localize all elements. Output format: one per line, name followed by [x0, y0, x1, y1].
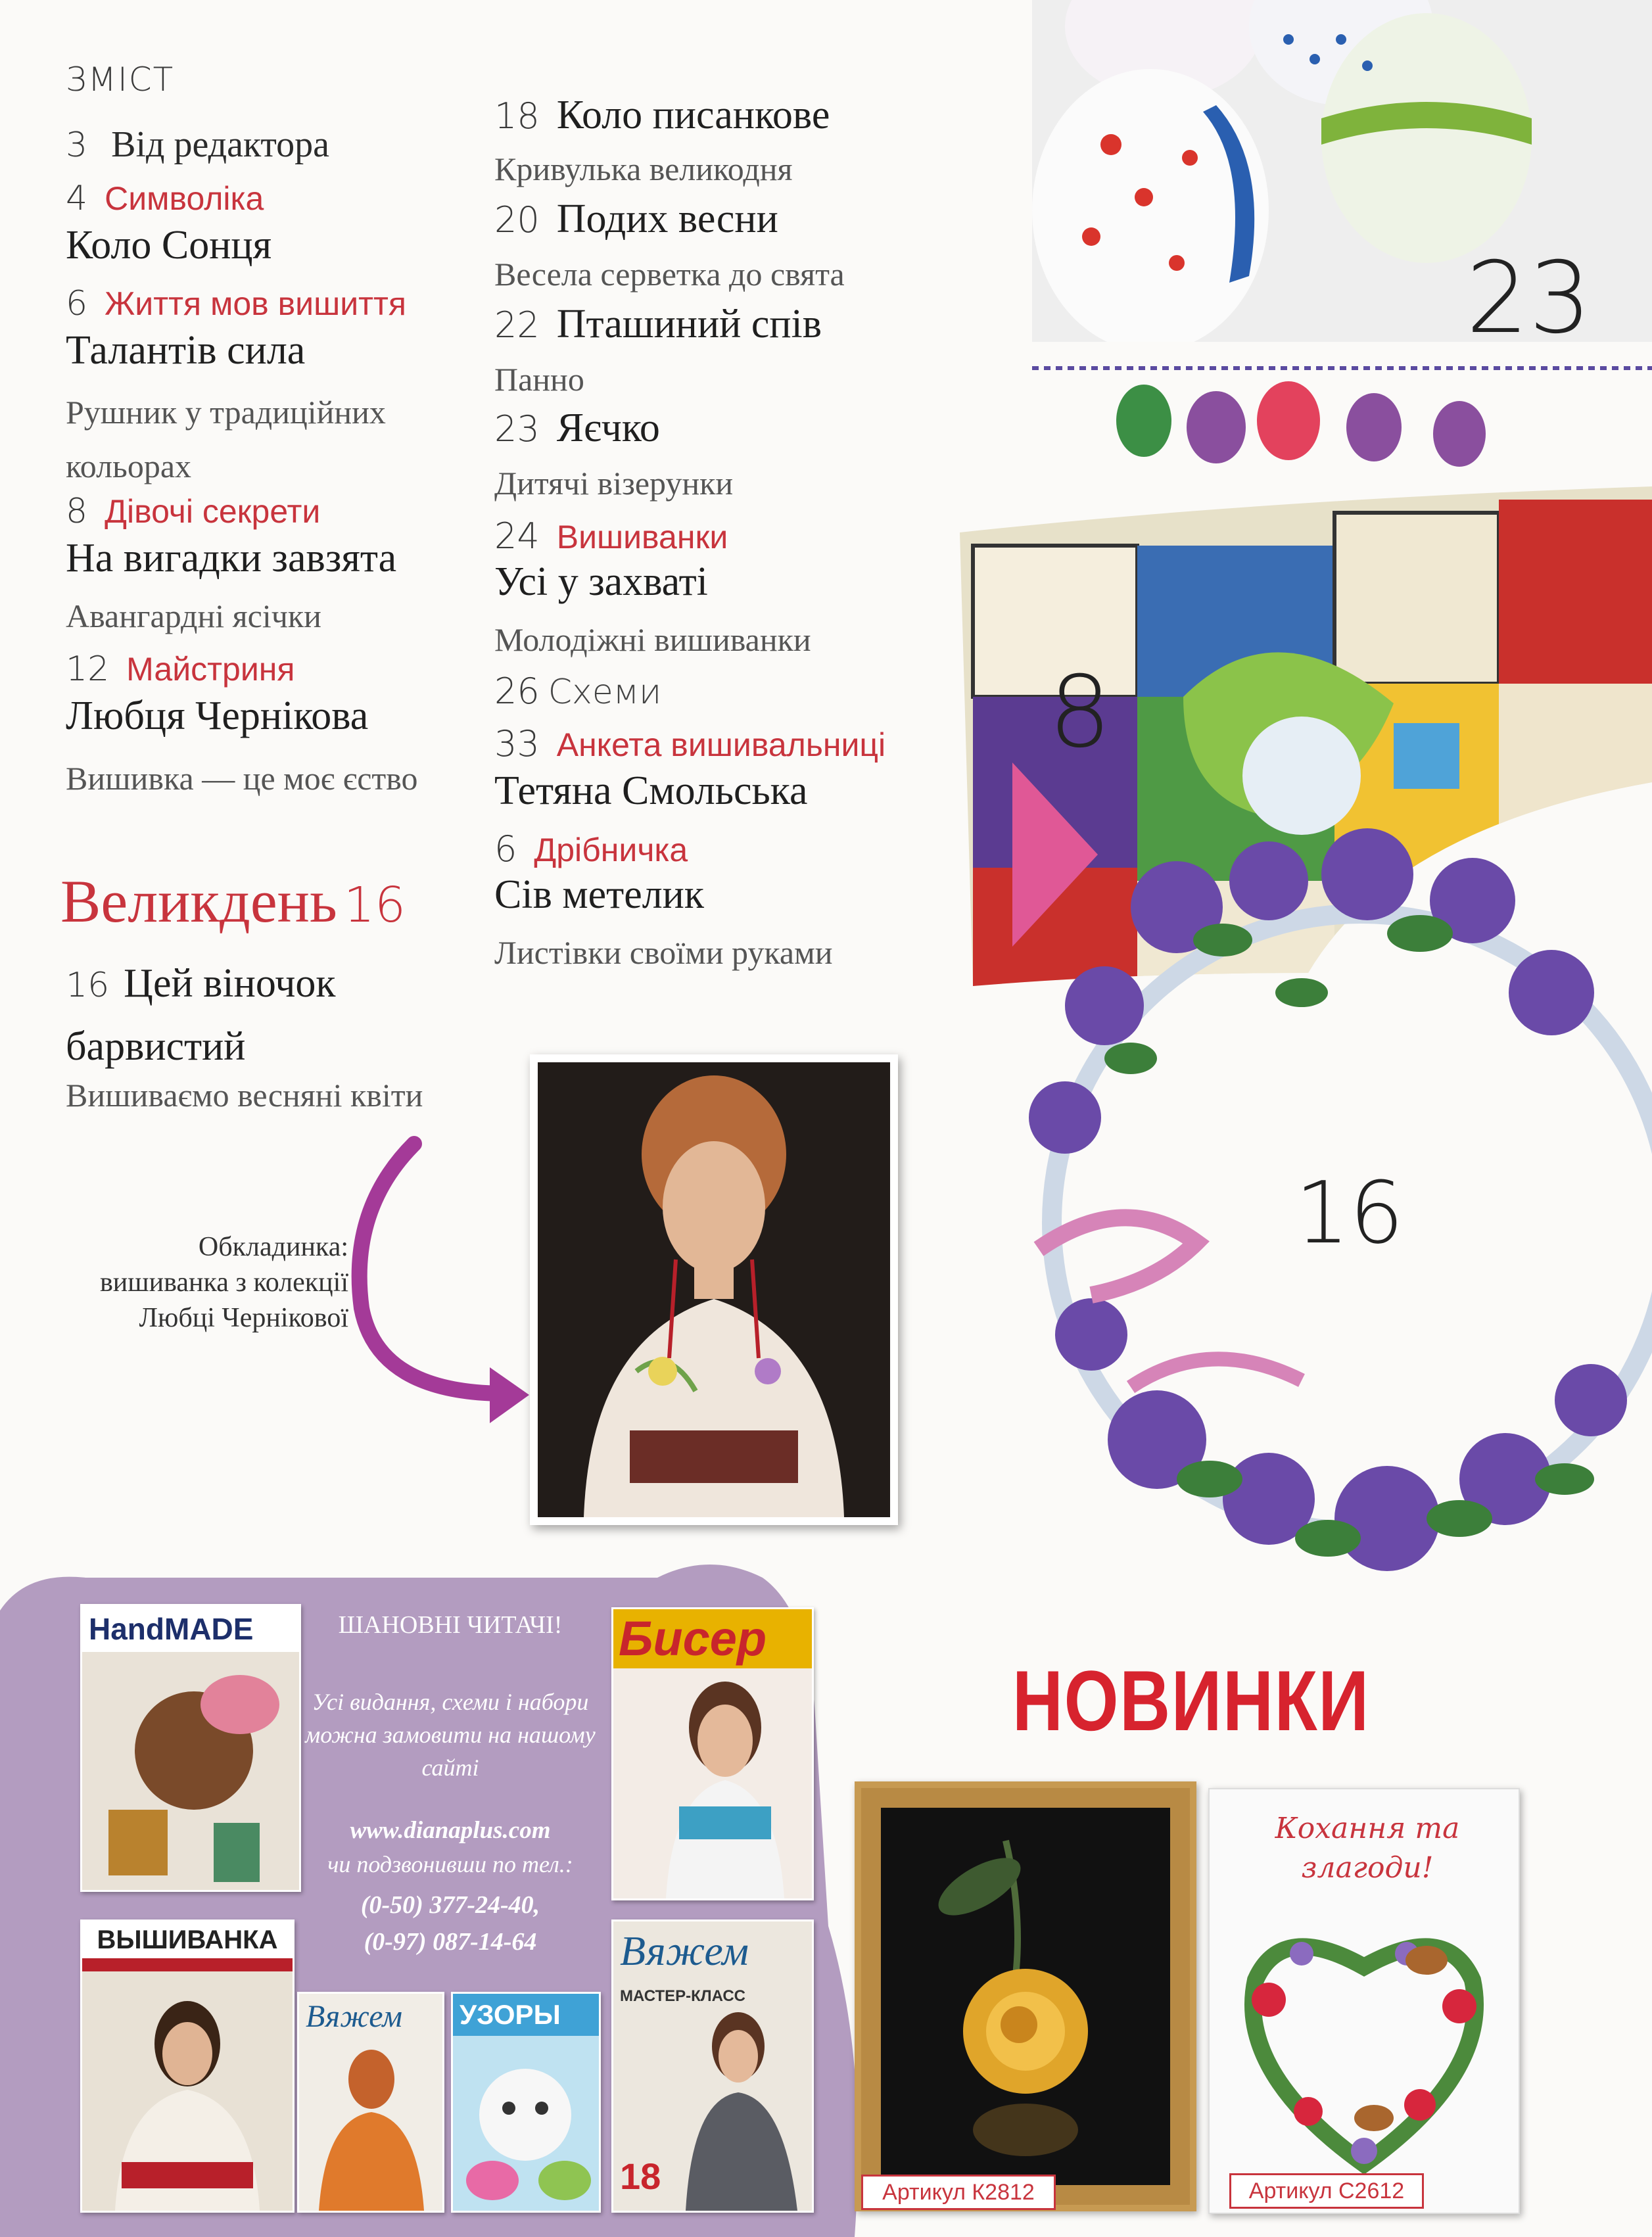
magazine-biser[interactable] [611, 1607, 814, 1900]
toc-page-number: 3 [66, 126, 88, 165]
toc-title: Яєчко [556, 406, 660, 450]
magazine-cover-art [82, 1958, 293, 2211]
toc-item-26[interactable] [494, 671, 661, 712]
wreath-heart-artwork [1210, 1901, 1519, 2177]
section-page-number: 16 [343, 877, 406, 933]
promo-phone-intro: чи подзвонивши по тел.: [327, 1851, 573, 1877]
toc-rubric: Анкета вишивальниці [556, 726, 886, 763]
toc-rubric: Символіка [105, 180, 264, 217]
toc-page-number: 16 [66, 966, 110, 1005]
easter-eggs-photo [1032, 0, 1652, 480]
toc-page-number: 12 [66, 649, 110, 689]
toc-title[interactable]: Тетяна Смольська [494, 768, 808, 813]
toc-title: Пташиний спів [556, 302, 822, 346]
page-ref-mosaic: 8 [1049, 655, 1112, 770]
magazine-vyazhem-small[interactable] [297, 1992, 444, 2213]
toc-title[interactable]: На вигадки завзята [66, 536, 397, 580]
magazine-count: 18 [620, 2155, 661, 2197]
toc-page-number: 6 [66, 284, 88, 323]
toc-title: Від редактора [111, 124, 330, 165]
toc-page-number: 33 [494, 723, 540, 765]
cover-photo [530, 1054, 898, 1525]
toc-rubric: Майстриня [126, 651, 295, 688]
toc-title[interactable]: Коло Сонця [66, 223, 272, 268]
magazine-cover-art [299, 2040, 442, 2211]
magazine-vyazhem-large[interactable] [611, 1919, 814, 2213]
promo-text: Усі видання, схеми і набори можна замовити на нашому сайті [305, 1689, 596, 1781]
toc-title[interactable]: Усі у захваті [494, 559, 708, 604]
toc-subtitle: Весела серветка до свята [494, 256, 845, 293]
toc-title: Цей віночок барвистий [66, 961, 336, 1069]
magazine-title: HandMADE [82, 1606, 299, 1652]
magazine-badge: МАСТЕР-КЛАСС [620, 1987, 746, 2005]
toc-item-22[interactable] [494, 301, 822, 348]
pointer-arrow-icon [342, 1131, 546, 1440]
rose-artwork [855, 1781, 1196, 2211]
toc-subtitle: Вишивка — це моє єство [66, 760, 418, 797]
toc-page-number: 23 [494, 408, 540, 450]
section-header [60, 866, 406, 936]
toc-subtitle: Рушник у традиційних кольорах [66, 394, 386, 484]
toc-item-18[interactable] [494, 92, 830, 139]
toc-subtitle: Панно [494, 361, 584, 398]
product-rose-kit[interactable] [855, 1781, 1196, 2211]
toc-item-24[interactable] [494, 515, 728, 557]
magazine-cover-art [453, 2036, 599, 2211]
cover-caption: Обкладинка: вишиванка з колекції Любці Чернікової [99, 1232, 348, 1333]
toc-subtitle: Кривулька великодня [494, 151, 793, 187]
novinki-title: НОВИНКИ [1012, 1653, 1370, 1749]
toc-subtitle: Молодіжні вишиванки [494, 621, 811, 658]
toc-page-number: 26 [494, 671, 540, 712]
cover-photo-illustration [538, 1062, 890, 1517]
wreath-embroidery-photo [960, 822, 1652, 1630]
toc-subtitle: Вишиваємо весняні квіти [66, 1077, 423, 1114]
toc-page-number: 22 [494, 304, 540, 346]
toc-page-number: 6 [494, 828, 517, 870]
toc-item-3[interactable] [66, 124, 329, 166]
toc-title[interactable]: Сів метелик [494, 872, 704, 917]
magazine-title: Вяжем [306, 1999, 402, 2034]
promo-phone-1[interactable]: (0-50) 377-24-40, [360, 1891, 540, 1919]
toc-subtitle: Авангардні ясічки [66, 598, 321, 634]
magazine-title: УЗОРЫ [453, 1994, 599, 2036]
promo-phone-2[interactable]: (0-97) 087-14-64 [364, 1928, 537, 1956]
toc-subtitle: Дитячі візерунки [494, 465, 734, 502]
promo-site-link[interactable]: www.dianaplus.com [350, 1817, 551, 1844]
product-article-label: Артикул К2812 [861, 2175, 1056, 2210]
toc-title[interactable]: Любця Чернікова [66, 694, 369, 738]
toc-page-number: 4 [66, 179, 88, 218]
toc-item-23[interactable] [494, 405, 660, 452]
toc-page-number: 24 [494, 515, 540, 557]
toc-rubric: Дівочі секрети [105, 493, 321, 530]
toc-item-12[interactable] [66, 649, 295, 689]
toc-rubric: Життя мов вишиття [105, 285, 407, 322]
magazine-title: Бисер [613, 1609, 812, 1668]
toc-item-6[interactable] [66, 284, 406, 323]
toc-title: Коло писанкове [556, 93, 830, 137]
toc-rubric: Вишиванки [556, 519, 728, 555]
toc-item-20[interactable] [494, 196, 778, 243]
product-script-text: Кохання та злагоди! [1275, 1812, 1460, 1885]
toc-item-4[interactable] [66, 179, 264, 218]
page-ref-wreath: 16 [1295, 1163, 1404, 1263]
section-title: Великдень [60, 868, 337, 935]
magazine-uzory[interactable] [451, 1992, 601, 2213]
magazine-cover-art [613, 1668, 812, 1898]
promo-heading: ШАНОВНІ ЧИТАЧІ! [338, 1611, 563, 1639]
toc-page-number: 20 [494, 199, 540, 241]
toc-item-6b[interactable] [494, 828, 688, 870]
toc-subtitle: Листівки своїми руками [494, 934, 833, 971]
magazine-handmade[interactable] [80, 1604, 301, 1892]
toc-heading: ЗМІСТ [66, 60, 175, 99]
product-article-label: Артикул С2612 [1229, 2173, 1424, 2209]
magazine-cover-art [82, 1652, 299, 1890]
toc-page-number: 18 [494, 95, 540, 137]
toc-title[interactable]: Талантів сила [66, 328, 306, 373]
toc-rubric: Дрібничка [534, 832, 688, 868]
toc-title: Схеми [548, 672, 662, 712]
magazine-title: ВЫШИВАНКА [82, 1921, 293, 1958]
toc-item-16[interactable] [66, 957, 408, 1083]
magazine-vyshyvanka[interactable] [80, 1919, 295, 2213]
toc-page-number: 8 [66, 492, 88, 531]
magazine-title: Вяжем [620, 1927, 749, 1974]
toc-title: Подих весни [556, 197, 778, 241]
product-wreath-kit[interactable] [1208, 1788, 1520, 2214]
toc-item-8[interactable] [66, 492, 320, 531]
page-ref-eggs: 23 [1466, 241, 1592, 356]
toc-item-33[interactable] [494, 723, 885, 765]
